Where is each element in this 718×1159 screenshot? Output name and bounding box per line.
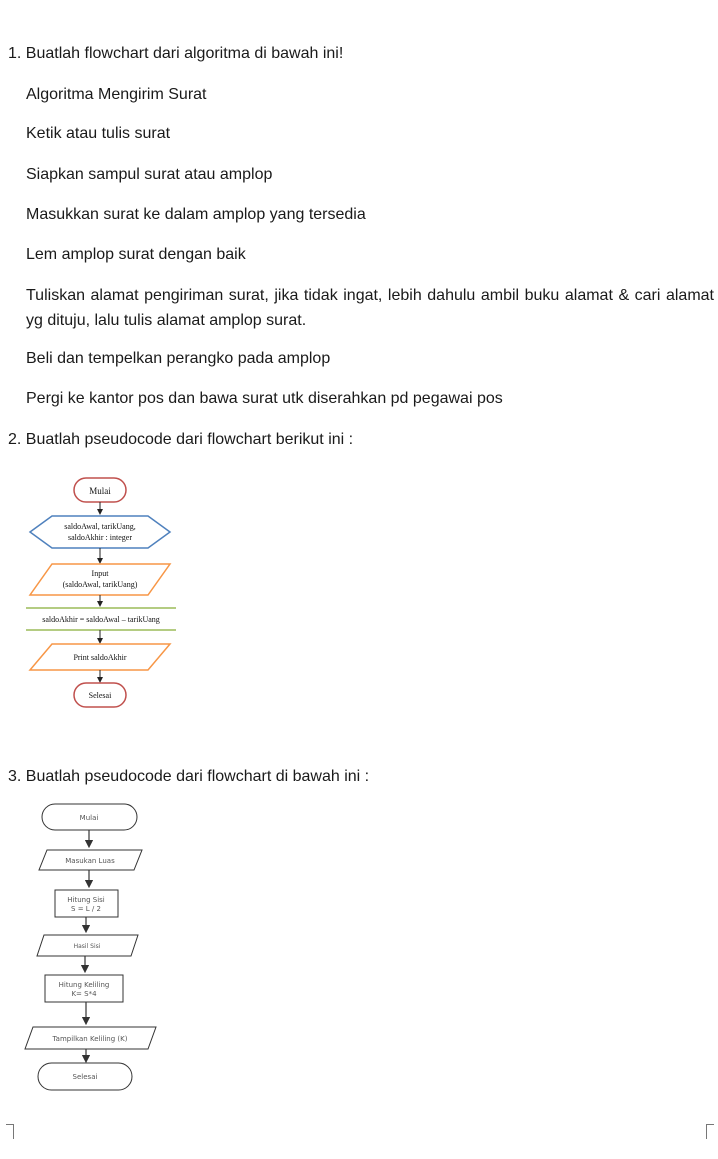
page-corner-mark-left [6,1124,14,1139]
flowchart-declaration-line-1: saldoAwal, tarikUang, [64,522,136,531]
flowchart-process-2-line-1: Hitung Keliling [58,981,110,989]
flowchart-end-label: Selesai [88,691,112,700]
flowchart-process-2-line-2: K= S*4 [71,990,97,998]
algorithm-step: Siapkan sampul surat atau amplop [26,166,273,183]
page-corner-mark-right [706,1124,714,1139]
algorithm-title: Algoritma Mengirim Surat [26,86,207,103]
question-3-heading: 3. Buatlah pseudocode dari flowchart di bawah ini : [8,768,370,785]
flowchart-process-1-line-1: Hitung Sisi [67,896,105,904]
algorithm-step: Tuliskan alamat pengiriman surat, jika tidak ingat, lebih dahulu ambil buku alamat & cari alamat yg dituju, lalu tulis alamat amplop surat. [26,287,714,329]
flowchart-input-line-1: Input [91,569,109,578]
flowchart-process-label: saldoAkhir = saldoAwal – tarikUang [42,615,160,624]
algorithm-step: Masukkan surat ke dalam amplop yang tersedia [26,206,366,223]
flowchart-start-label: Mulai [79,814,99,822]
algorithm-step: Lem amplop surat dengan baik [26,246,246,263]
flowchart-output-label: Print saldoAkhir [73,653,127,662]
flowchart-start-label: Mulai [89,486,111,496]
flowchart-output-1-label: Hasil Sisi [73,943,101,950]
flowchart-input-label: Masukan Luas [65,857,115,865]
flowchart-declaration-line-2: saldoAkhir : integer [68,533,132,542]
algorithm-step: Ketik atau tulis surat [26,125,171,142]
flowchart-input-line-2: (saldoAwal, tarikUang) [62,580,138,589]
flowchart-output-2-label: Tampilkan Keliling (K) [52,1035,128,1043]
question-1-heading: 1. Buatlah flowchart dari algoritma di bawah ini! [8,45,344,62]
algorithm-step: Beli dan tempelkan perangko pada amplop [26,350,331,367]
flowchart-process-1-line-2: S = L / 2 [71,905,101,913]
algorithm-step: Pergi ke kantor pos dan bawa surat utk diserahkan pd pegawai pos [26,390,503,407]
question-2-heading: 2. Buatlah pseudocode dari flowchart berikut ini : [8,431,354,448]
flowchart-end-label: Selesai [72,1073,98,1081]
